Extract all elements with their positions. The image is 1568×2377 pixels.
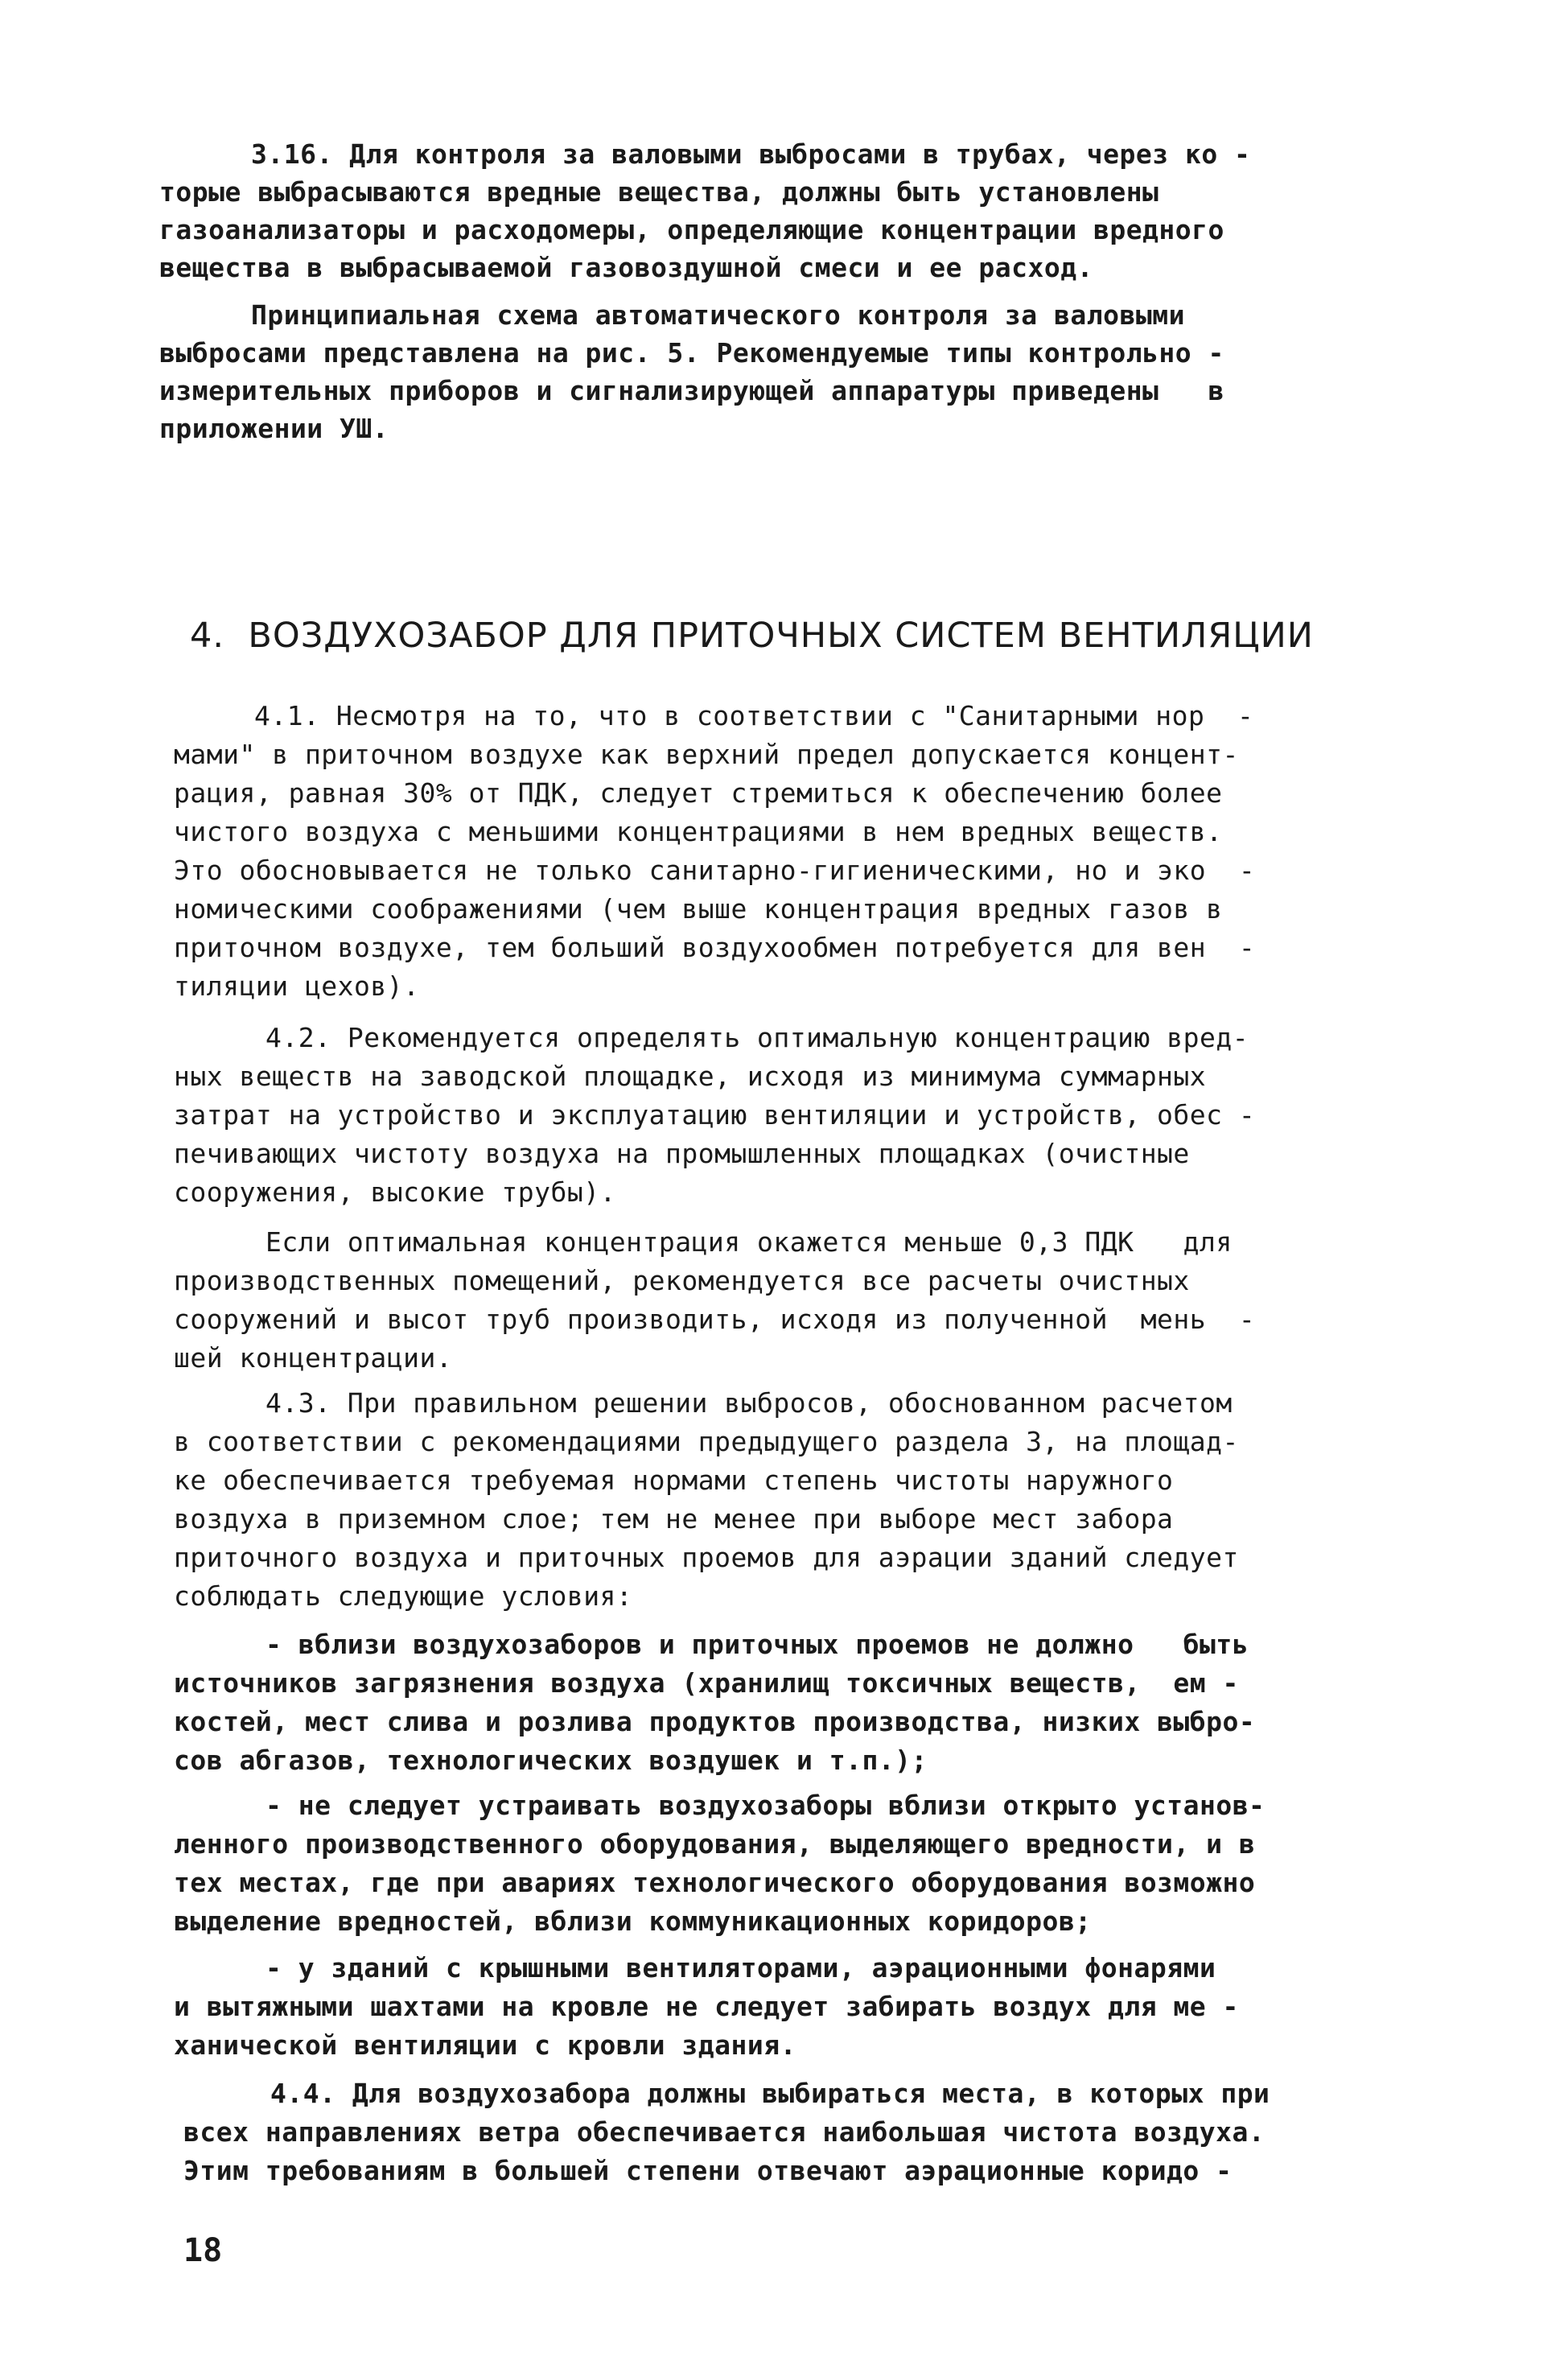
text-line: производственных помещений, рекомендуется все расчеты очистных — [174, 1265, 1190, 1296]
text-line: всех направлениях ветра обеспечивается наибольшая чистота воздуха. — [183, 2116, 1266, 2148]
text-line: ханической вентиляции с кровли здания. — [174, 2029, 796, 2061]
text-line: ных веществ на заводской площадке, исходя из минимума суммарных — [174, 1061, 1207, 1092]
text-line: сооружения, высокие трубы). — [174, 1176, 616, 1208]
text-line: 4.4. Для воздухозабора должны выбираться места, в которых при — [270, 2078, 1270, 2109]
text-line: приточном воздухе, тем больший воздухообмен потребуется для вен - — [174, 932, 1256, 963]
text-line: выделение вредностей, вблизи коммуникационных коридоров; — [174, 1905, 1092, 1937]
text-line: ке обеспечивается требуемая нормами степень чистоты наружного — [174, 1465, 1174, 1496]
text-line: затрат на устройство и эксплуатацию вентиляции и устройств, обес - — [174, 1099, 1256, 1131]
text-line: 4.1. Несмотря на то, что в соответствии с "Санитарными нор - — [254, 700, 1254, 731]
text-line: ленного производственного оборудования, выделяющего вредности, и в — [174, 1828, 1256, 1860]
text-line: тех местах, где при авариях технологического оборудования возможно — [174, 1867, 1256, 1898]
text-line: рация, равная 30% от ПДК, следует стремиться к обеспечению более — [174, 777, 1223, 809]
text-line: чистого воздуха с меньшими концентрациями в нем вредных веществ. — [174, 816, 1223, 847]
text-line: мами" в приточном воздухе как верхний предел допускается концент- — [174, 739, 1239, 770]
text-line: 3.16. Для контроля за валовыми выбросами в трубах, через ко - — [251, 138, 1251, 170]
text-line: - у зданий с крышными вентиляторами, аэрационными фонарями — [265, 1952, 1216, 1984]
text-line: в соответствии с рекомендациями предыдущего раздела 3, на площад- — [174, 1426, 1239, 1457]
text-line: Если оптимальная концентрация окажется меньше 0,3 ПДК для — [265, 1226, 1233, 1258]
text-line: воздуха в приземном слое; тем не менее при выборе мест забора — [174, 1503, 1174, 1535]
text-line: костей, мест слива и розлива продуктов производства, низких выбро- — [174, 1706, 1256, 1737]
text-line: 4.3. При правильном решении выбросов, обоснованном расчетом — [265, 1387, 1233, 1419]
text-line: Принципиальная схема автоматического контроля за валовыми — [251, 299, 1185, 331]
text-line: тиляции цехов). — [174, 970, 420, 1002]
text-line: печивающих чистоту воздуха на промышленных площадках (очистные — [174, 1138, 1190, 1169]
text-line: измерительных приборов и сигнализирующей аппаратуры приведены в — [159, 375, 1224, 406]
page-number: 18 — [183, 2232, 223, 2269]
text-line: Это обосновывается не только санитарно-гигиеническими, но и эко - — [174, 855, 1256, 886]
text-line: источников загрязнения воздуха (хранилищ токсичных веществ, ем - — [174, 1667, 1239, 1699]
text-line: 4.2. Рекомендуется определять оптимальную концентрацию вред- — [265, 1022, 1249, 1053]
text-line: газоанализаторы и расходомеры, определяющие концентрации вредного — [159, 214, 1224, 245]
text-line: приложении УШ. — [159, 413, 389, 444]
text-line: Этим требованиям в большей степени отвечают аэрационные коридо - — [183, 2155, 1233, 2186]
text-line: торые выбрасываются вредные вещества, должны быть установлены — [159, 176, 1159, 208]
text-line: шей концентрации. — [174, 1342, 453, 1374]
text-line: вещества в выбрасываемой газовоздушной смеси и ее расход. — [159, 252, 1093, 283]
text-line: приточного воздуха и приточных проемов для аэрации зданий следует — [174, 1542, 1239, 1573]
text-line: - вблизи воздухозаборов и приточных проемов не должно быть — [265, 1629, 1249, 1660]
text-line: и вытяжными шахтами на кровле не следует забирать воздух для ме - — [174, 1991, 1239, 2022]
text-line: сооружений и высот труб производить, исходя из полученной мень - — [174, 1304, 1256, 1335]
text-line: соблюдать следующие условия: — [174, 1580, 633, 1612]
text-line: - не следует устраивать воздухозаборы вблизи открыто установ- — [265, 1790, 1266, 1821]
section-heading: 4. ВОЗДУХОЗАБОР ДЛЯ ПРИТОЧНЫХ СИСТЕМ ВЕНТИЛЯЦИИ — [190, 616, 1314, 656]
text-line: номическими соображениями (чем выше концентрация вредных газов в — [174, 893, 1223, 925]
text-line: выбросами представлена на рис. 5. Рекомендуемые типы контрольно - — [159, 337, 1224, 369]
text-line: сов абгазов, технологических воздушек и т.п.); — [174, 1745, 928, 1776]
